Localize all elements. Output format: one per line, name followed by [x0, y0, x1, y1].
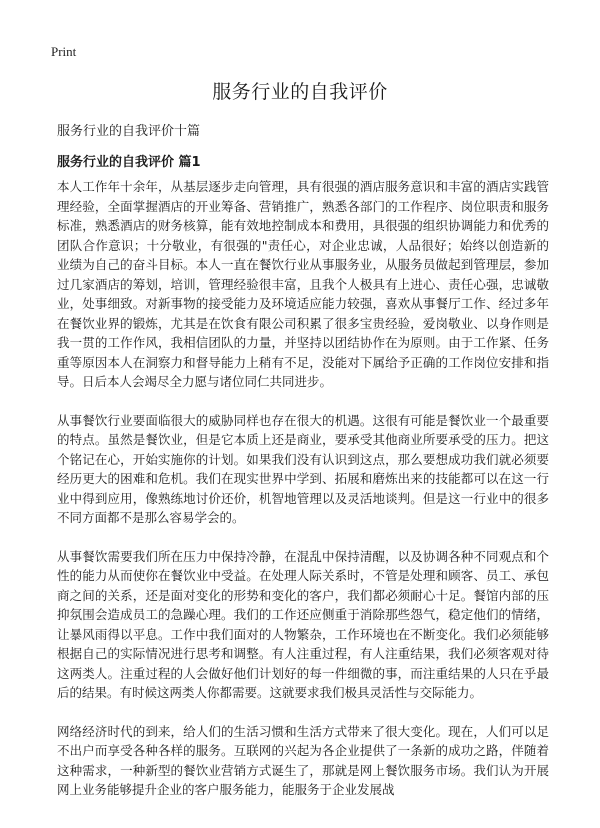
article-body — [57, 177, 549, 819]
paragraph-2: 从事餐饮行业要面临很大的威胁同样也存在很大的机遇。这很有可能是餐饮业一个最重要的特点。虽然是餐饮业，但是它本质上还是商业，要承受其他商业所要承受的压力。把这个铭记在心，开始实施你的计划。如果我们没有认识到这点，那么要想成功我们就必须要经历更大的困难和危机。我们在现实世界中学到、拓展和磨炼出来的技能都可以在这一行业中得到应用，像熟练地讨价还价，机智地管理以及灵活地谈判。但是这一行业中的很多不同方面都不是那么容易学会的。 — [57, 412, 549, 525]
page-title: 服务行业的自我评价 — [212, 81, 388, 103]
paragraph-1: 本人工作年十余年，从基层逐步走向管理，具有很强的酒店服务意识和丰富的酒店实践管理经验，全面掌握酒店的开业筹备、营销推广，熟悉各部门的工作程序、岗位职责和服务标准，熟悉酒店的财务核算，能有效地控制成本和费用，具很强的组织协调能力和优秀的团队合作意识；十分敬业，有很强的"责任心，对企业忠诚，人品很好；始终以创造新的业绩为自己的奋斗目标。本人一直在餐饮行业从事服务业，从服务员做起到管理层，参加过几家酒店的筹划，培训，管理经验很丰富，且我个人极具有上进心、责任心强，忠诚敬业，处事细致。对新事物的接受能力及环境适应能力较强，喜欢从事餐厅工作、经过多年在餐饮业界的锻炼，尤其是在饮食有限公司积累了很多宝贵经验，爱岗敬业、以身作则是我一贯的工作作风，我相信团队的力量，并坚持以团结协作在为原则。由于工作紧、任务重等原因本人在洞察力和督导能力上稍有不足，没能对下属给予正确的工作岗位安排和指导。日后本人会竭尽全力愿与诸位同仁共同进步。 — [57, 179, 549, 389]
document-subtitle: 服务行业的自我评价十篇 — [57, 124, 201, 139]
section-heading: 服务行业的自我评价 篇1 — [57, 155, 201, 170]
print-link[interactable]: Print — [51, 44, 77, 59]
paragraph-3: 从事餐饮需要我们所在压力中保持冷静，在混乱中保持清醒，以及协调各种不同观点和个性的能力从而使你在餐饮业中受益。在处理人际关系时，不管是处理和顾客、员工、承包商之间的关系，还是面对变化的形势和变化的客户，我们都必须耐心十足。餐馆内部的压抑氛围会造成员工的急躁心理。我们的工作还应侧重于消除那些怨气，稳定他们的情绪，让暴风雨得以平息。工作中我们面对的人物繁杂，工作环境也在不断变化。我们必须能够根据自己的实际情况进行思考和调整。有人注重过程，有人注重结果，我们必须客观对待这两类人。注重过程的人会做好他们计划好的每一件细微的事，而注重结果的人只在乎最后的结果。有时候这两类人你都需要。这就要求我们极具灵活性与交际能力。 — [57, 548, 549, 700]
paragraph-4: 网络经济时代的到来，给人们的生活习惯和生活方式带来了很大变化。现在，人们可以足不出户而享受各种各样的服务。互联网的兴起为各企业提供了一条新的成功之路，伴随着这种需求，一种新型的餐饮业营销方式诞生了，那就是网上餐饮服务市场。我们认为开展网上业务能够提升企业的客户服务能力，能服务于企业发展战 — [57, 723, 549, 797]
